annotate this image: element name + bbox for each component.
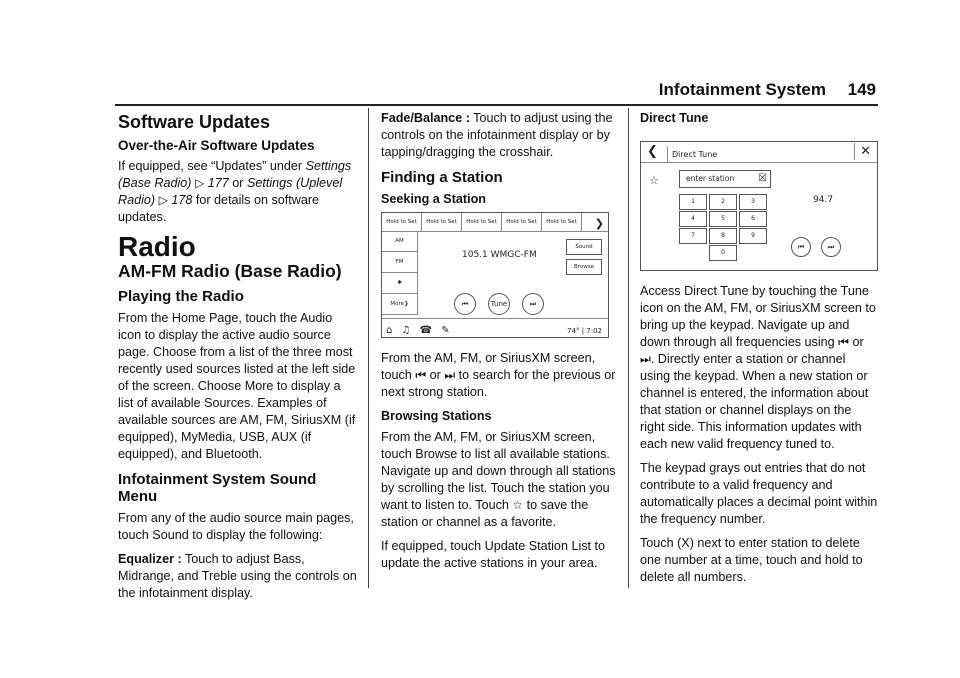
source-fm[interactable]: FM (382, 252, 418, 273)
seek-forward-icon[interactable]: ⏭ (522, 293, 544, 315)
key-button[interactable]: 2 (709, 194, 737, 210)
heading-sound-menu: Infotainment System Sound Menu (118, 471, 317, 505)
page-ref-icon: ▷ (195, 176, 205, 190)
seek-forward-icon: ⏭ (640, 352, 651, 366)
seek-paragraph: From the AM, FM, or SiriusXM screen, touch ⏮ or ⏭ to search for the previous or next strong station. (381, 351, 616, 399)
update-paragraph: If equipped, touch Update Station List to update the active stations in your area. (381, 539, 606, 570)
heading-ota: Over-the-Air Software Updates (118, 138, 315, 153)
station-entry-field[interactable]: enter station ☒ (679, 170, 771, 188)
running-header-title: Infotainment System (658, 80, 826, 99)
home-icon[interactable]: ⌂ ♫ ☎ ✎ (386, 325, 453, 336)
playing-paragraph: From the Home Page, touch the Audio icon to display the active audio source page. Choose from a list of the three most recently used sources listed at the left side of the screen. Choose More to display a list of available Sources. Examples of available sources are AM, FM, SiriusXM (if equipped), MyMedia, USB, AUX (if equipped), and Bluetooth. (118, 311, 356, 461)
tune-button[interactable]: Tune (488, 293, 510, 315)
column-left (118, 108, 358, 609)
preset-button[interactable]: Hold to Set (462, 213, 502, 231)
source-am[interactable]: AM (382, 231, 418, 252)
close-icon[interactable]: ✕ (854, 143, 871, 160)
delete-icon[interactable]: ☒ (758, 173, 767, 184)
preset-bar (382, 213, 608, 232)
header-rule (115, 104, 878, 106)
station-name: 105.1 WMGC-FM (462, 250, 537, 260)
direct-tune-title: Direct Tune (667, 146, 717, 163)
heading-amfm: AM-FM Radio (Base Radio) (118, 261, 342, 281)
direct-tune-titlebar (641, 142, 877, 163)
direct-tune-paragraph-1: Access Direct Tune by touching the Tune icon on the AM, FM, or SiriusXM screen to bring up the keypad. Navigate up and down through all frequencies using ⏮ or ⏭. Directly enter a station or channel using the keypad. When a new station or channel is entered, the information about that station or channel displays on the right side. This information updates with each new valid frequency tuned to. (640, 284, 876, 451)
key-button[interactable]: 6 (739, 211, 767, 227)
key-button[interactable]: 8 (709, 228, 737, 244)
preset-button[interactable]: Hold to Set (502, 213, 542, 231)
equalizer-paragraph: Equalizer : Touch to adjust Bass, Midrange, and Treble using the controls on the infotainment display. (118, 552, 357, 600)
heading-finding: Finding a Station (381, 169, 503, 186)
radio-screen-illustration (381, 212, 609, 338)
preset-button[interactable]: Hold to Set (542, 213, 582, 231)
source-more[interactable]: More❯ (382, 294, 418, 315)
status-bar (382, 318, 608, 337)
ref-settings-base[interactable]: Settings (Base Radio) (118, 159, 352, 190)
key-button[interactable]: 3 (739, 194, 767, 210)
seek-back-icon[interactable]: ⏮ (454, 293, 476, 315)
ota-paragraph: If equipped, see “Updates” under Settings (Base Radio) ▷ 177 or Settings (Uplevel Radio) ▷ 178 for details on software updates. (118, 159, 352, 224)
column-divider (368, 108, 369, 588)
temp-clock: 74° | 7:02 (567, 327, 602, 335)
page-ref-icon: ▷ (158, 193, 168, 207)
key-button[interactable]: 9 (739, 228, 767, 244)
direct-tune-paragraph-3: Touch (X) next to enter station to delete one number at a time, touch and hold to delete all numbers. (640, 536, 863, 584)
heading-browsing: Browsing Stations (381, 409, 492, 423)
key-button[interactable]: 0 (709, 245, 737, 261)
preset-button[interactable]: Hold to Set (422, 213, 462, 231)
key-button[interactable]: 5 (709, 211, 737, 227)
sound-paragraph: From any of the audio source main pages, touch Sound to display the following: (118, 511, 354, 542)
preset-button[interactable]: Hold to Set (382, 213, 422, 231)
seek-forward-icon[interactable]: ⏭ (821, 237, 841, 257)
browse-paragraph: From the AM, FM, or SiriusXM screen, touch Browse to list all available stations. Navigate up and down through all stations by scrolling the list. Touch the station you want to listen to. Touch ☆ to save the station or channel as a favorite. (381, 430, 616, 529)
seek-forward-icon: ⏭ (444, 368, 456, 382)
source-list (382, 231, 418, 315)
back-icon[interactable]: ❮ (647, 144, 658, 159)
frequency-display: 94.7 (813, 195, 834, 205)
bluetooth-icon[interactable]: ✱ (382, 273, 418, 294)
column-middle (381, 108, 617, 579)
heading-direct-tune: Direct Tune (640, 111, 709, 125)
key-button[interactable]: 7 (679, 228, 707, 244)
heading-seeking: Seeking a Station (381, 192, 486, 206)
browse-button[interactable]: Browse (566, 259, 602, 275)
heading-radio: Radio (118, 231, 196, 262)
ref-settings-uplevel[interactable]: Settings (Uplevel Radio) (118, 176, 343, 207)
key-button[interactable]: 1 (679, 194, 707, 210)
direct-tune-illustration (640, 141, 878, 271)
star-icon: ☆ (512, 498, 524, 512)
seek-back-icon: ⏮ (415, 368, 427, 382)
heading-software-updates: Software Updates (118, 112, 271, 132)
seek-back-icon: ⏮ (838, 335, 849, 349)
key-button[interactable]: 4 (679, 211, 707, 227)
seek-back-icon[interactable]: ⏮ (791, 237, 811, 257)
direct-tune-paragraph-2: The keypad grays out entries that do not contribute to a valid frequency and automatically places a decimal point within the frequency number. (640, 461, 878, 526)
fade-paragraph: Fade/Balance : Touch to adjust using the controls on the infotainment display or by tapping/dragging the crosshair. (381, 111, 613, 159)
chevron-right-icon[interactable]: ❯ (594, 217, 604, 230)
page-number: 149 (847, 80, 876, 99)
column-divider (628, 108, 629, 588)
sound-button[interactable]: Sound (566, 239, 602, 255)
heading-playing: Playing the Radio (118, 288, 244, 305)
star-icon[interactable]: ☆ (649, 174, 659, 187)
column-right (640, 108, 878, 593)
